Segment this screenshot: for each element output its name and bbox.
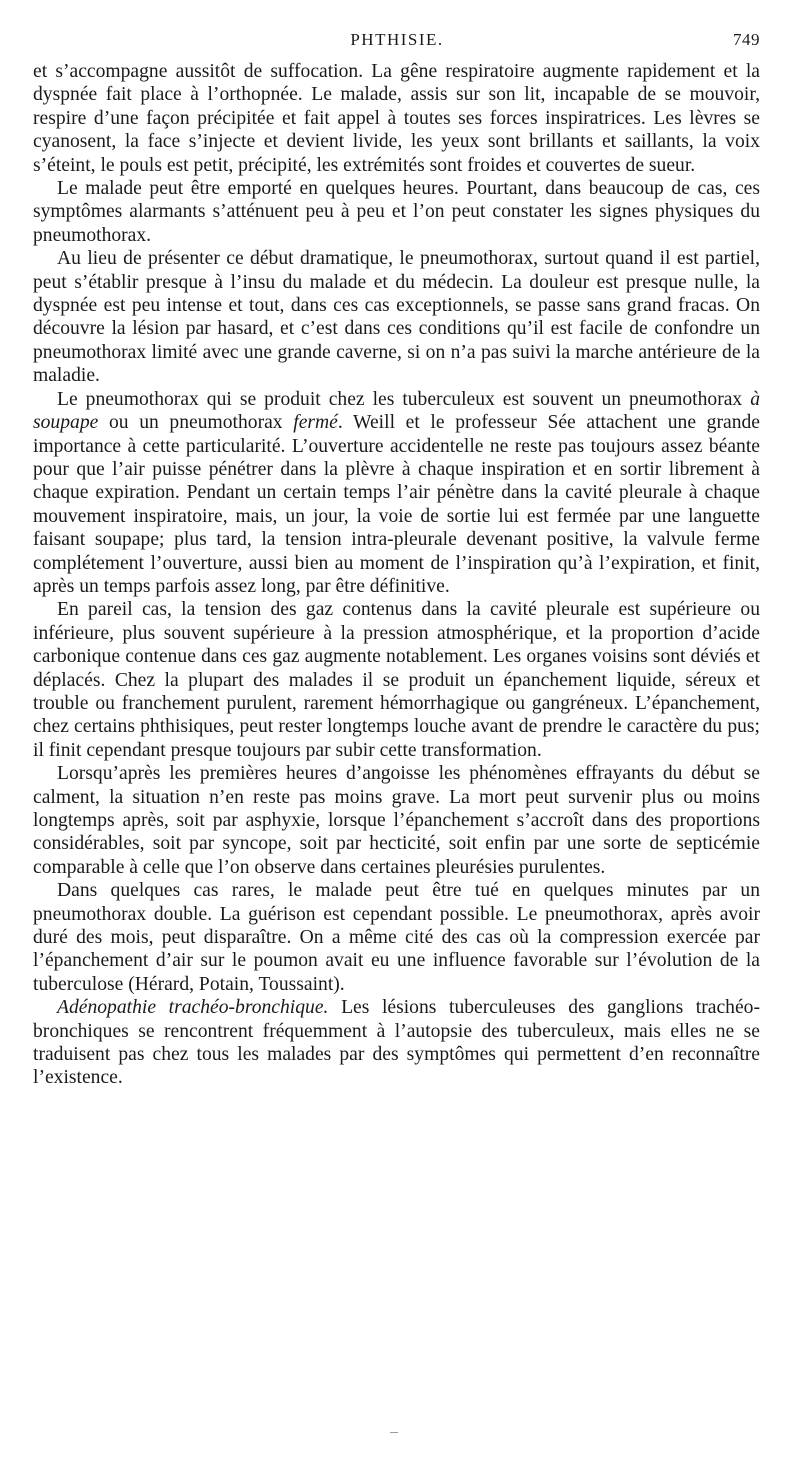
term-a-soupape: à soupape: [33, 388, 760, 434]
body-text: [33, 60, 760, 1090]
paragraph-1: et s’accompagne aussitôt de suffocation. La gêne respiratoire augmente rapidement et la dyspnée fait place à l’orthopnée. Le malade, assis sur son lit, incapable de se mouvoir, respire d’une façon précipitée et fait appel à toutes ses forces inspiratrices. Les lèvres se cyanosent, la face s’injecte et devient livide, les yeux sont brillants et saillants, la voix s’éteint, le pouls est petit, précipité, les extrémités sont froides et couvertes de sueur.: [33, 61, 760, 176]
paragraph-7: Dans quelques cas rares, le malade peut être tué en quelques minutes par un pneumothorax double. La guérison est cependant possible. Le pneumothorax, après avoir duré des mois, peut disparaître. On a même cité des cas où la compression exercée par l’épanchement d’air sur le poumon avait eu une influence favorable sur l’évolution de la tuberculose (Hérard, Potain, Toussaint).: [33, 880, 760, 995]
paragraph-4-text-a: Le pneumothorax qui se produit chez les tuberculeux est souvent un pneumothorax: [57, 388, 751, 410]
paragraph-2: Le malade peut être emporté en quelques heures. Pourtant, dans beaucoup de cas, ces symptômes alarmants s’atténuent peu à peu et l’on peut constater les signes physiques du pneumothorax.: [33, 178, 760, 246]
paragraph-4-text-c: . Weill et le professeur Sée attachent une grande importance à cette particularité. L’ouverture accidentelle ne reste pas toujours assez béante pour que l’air puisse pénétrer dans la plèvre à chaque inspiration et en sortir librement à chaque expiration. Pendant un certain temps l’air pénètre dans la cavité pleurale à chaque mouvement inspiratoire, mais, un jour, la voie de sortie lui est fermée par une languette faisant soupape; plus tard, la tension intra-pleurale devenant positive, la valvule ferme complétement l’ouverture, aussi bien au moment de l’inspiration qu’à l’expiration, et finit, après un temps parfois assez long, par être définitive.: [33, 412, 760, 597]
section-heading-adenopathie: Adénopathie trachéo-bronchique.: [57, 997, 329, 1019]
paragraph-4-text-b: ou un pneumothorax: [98, 412, 294, 434]
paragraph-3: Au lieu de présenter ce début dramatique, le pneumothorax, surtout quand il est partiel, peut s’établir presque à l’insu du malade et du médecin. La douleur est presque nulle, la dyspnée est peu intense et tout, dans ces cas exceptionnels, se passe sans grand fracas. On découvre la lésion par hasard, et c’est dans ces conditions qu’il est facile de confondre un pneumothorax limité avec une grande caverne, si on n’a pas suivi la marche antérieure de la maladie.: [33, 248, 760, 387]
paragraph-4: [33, 388, 760, 599]
paragraph-8: [33, 996, 760, 1090]
footer-mark: [390, 1432, 398, 1433]
running-title: PHTHISIE.: [350, 30, 444, 49]
paragraph-5: En pareil cas, la tension des gaz contenus dans la cavité pleurale est supérieure ou inférieure, plus souvent supérieure à la pression atmosphérique, et la proportion d’acide carbonique contenue dans ces gaz augmente notablement. Les organes voisins sont déviés et déplacés. Chez la plupart des malades il se produit un épanchement liquide, séreux et trouble ou franchement purulent, rarement hémorrhagique ou gangréneux. L’épanchement, chez certains phthisiques, peut rester longtemps louche avant de prendre le caractère du pus; il finit cependant presque toujours par subir cette transformation.: [33, 599, 760, 761]
term-ferme: fermé: [293, 412, 338, 434]
paragraph-8-text: Les lésions tuberculeuses des ganglions trachéo-bronchiques se rencontrent fréquemment à l’autopsie des tuberculeux, mais elles ne se traduisent pas chez tous les malades par des symptômes qui permettent d’en reconnaître l’existence.: [33, 997, 760, 1089]
running-head: [34, 30, 760, 54]
paragraph-6: Lorsqu’après les premières heures d’angoisse les phénomènes effrayants du début se calment, la situation n’en reste pas moins grave. La mort peut survenir plus ou moins longtemps après, soit par asphyxie, lorsque l’épanchement s’accroît dans des proportions considérables, soit par syncope, soit par hecticité, soit enfin par une sorte de septicémie comparable à celle que l’on observe dans certaines pleurésies purulentes.: [33, 763, 760, 878]
page-number: 749: [733, 30, 760, 49]
